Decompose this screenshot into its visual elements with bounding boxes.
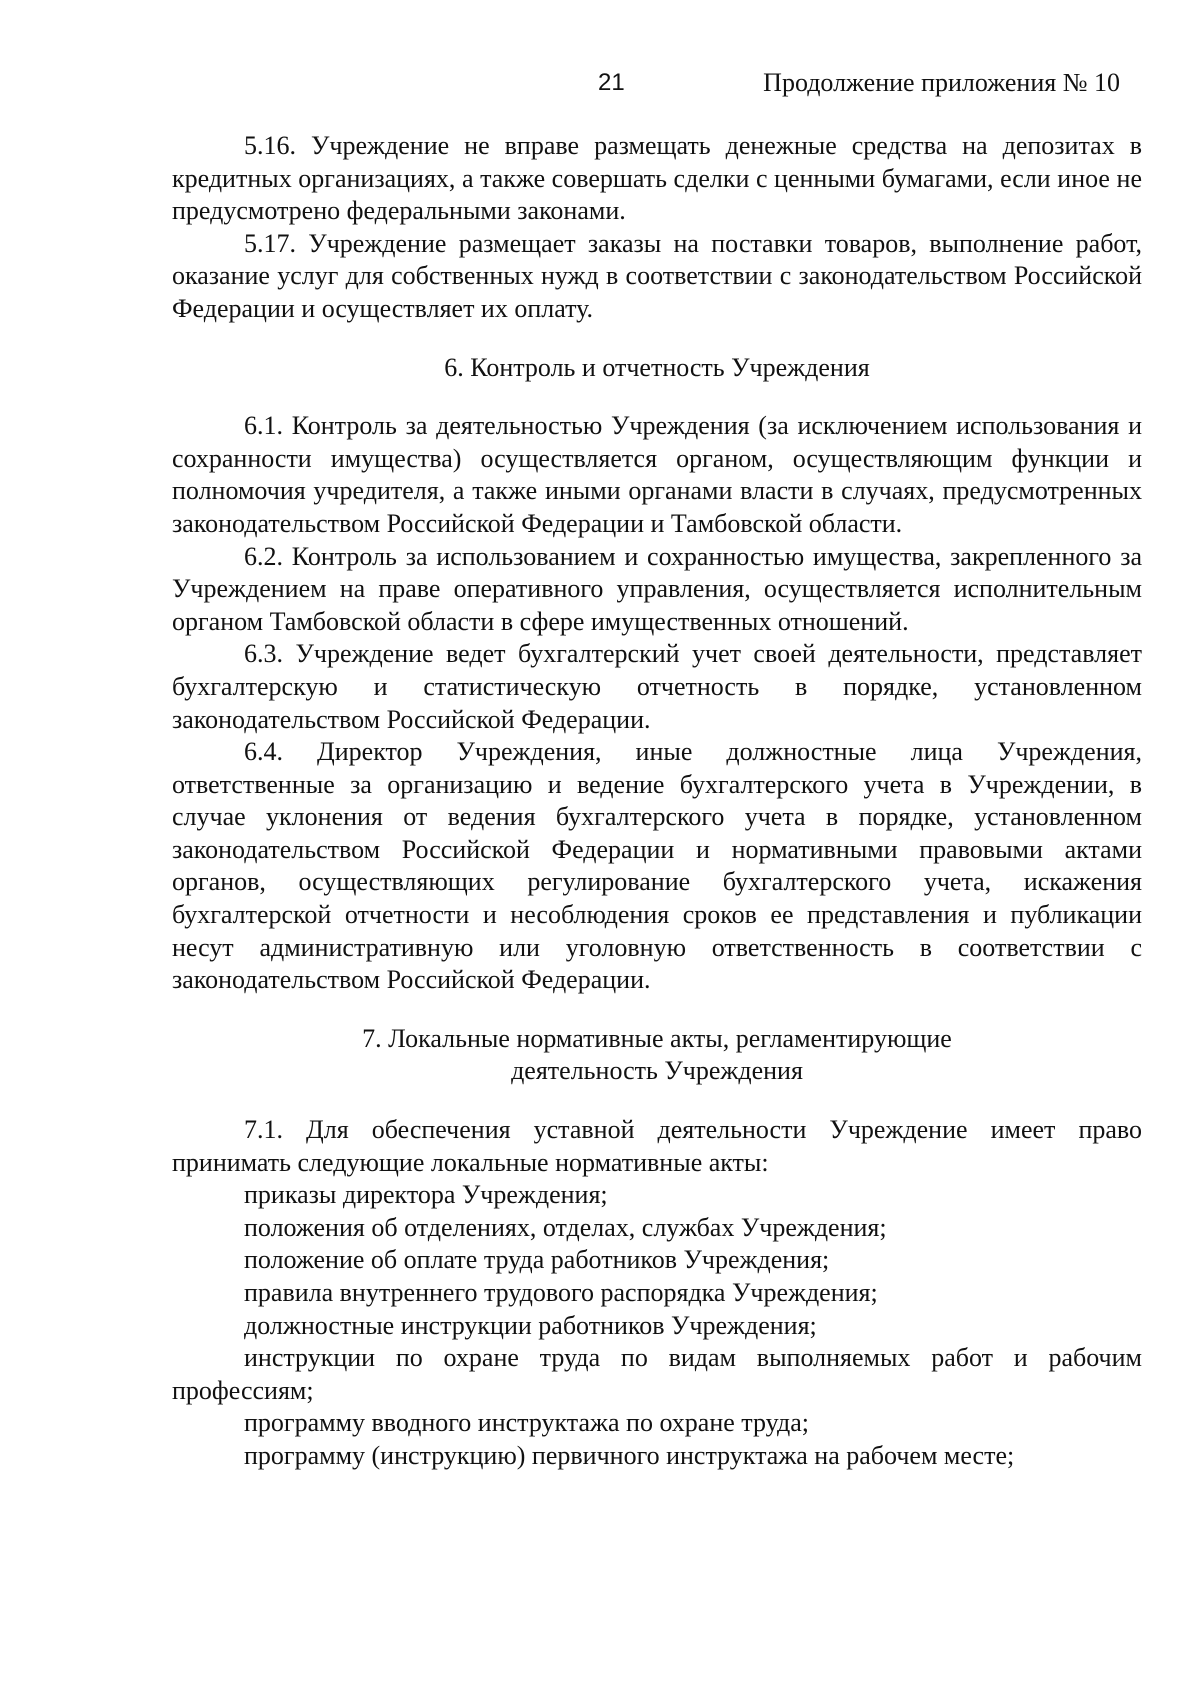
list-item: инструкции по охране труда по видам выполняемых работ и рабочим профессиям; [172, 1343, 1142, 1405]
paragraph-6-2: 6.2. Контроль за использованием и сохранностью имущества, закрепленного за Учреждением на праве оперативного управления, осуществляется исполнительным органом Тамбовской области в сфере имущественных отношений. [172, 541, 1142, 636]
list-item: приказы директора Учреждения; [244, 1180, 608, 1210]
spacer [172, 997, 1142, 1023]
page-number: 21 [598, 69, 625, 96]
list-item: должностные инструкции работников Учреждения; [244, 1310, 817, 1340]
document-body [172, 130, 1142, 1473]
paragraph-6-4: 6.4. Директор Учреждения, иные должностные лица Учреждения, ответственные за организацию и ведение бухгалтерского учета в Учреждении, в случае уклонения от ведения бухгалтерского учета в порядке, установленном законодательством Российской Федерации и нормативными правовыми актами органов, осуществляющих регулирование бухгалтерского учета, искажения бухгалтерской отчетности и несоблюдения сроков ее представления и публикации несут административную или уголовную ответственность в соответствии с законодательством Российской Федерации. [172, 737, 1142, 995]
spacer [172, 1088, 1142, 1114]
section-7-heading [172, 1023, 1142, 1088]
spacer [172, 326, 1142, 352]
paragraph-5-16: 5.16. Учреждение не вправе размещать денежные средства на депозитах в кредитных организациях, а также совершать сделки с ценными бумагами, если иное не предусмотрено федеральными законами. [172, 131, 1142, 226]
paragraph-6-1: 6.1. Контроль за деятельностью Учреждения (за исключением использования и сохранности имущества) осуществляется органом, осуществляющим функции и полномочия учредителя, а также иными органами власти в случаях, предусмотренных законодательством Российской Федерации и Тамбовской области. [172, 411, 1142, 538]
list-item: положения об отделениях, отделах, службах Учреждения; [244, 1212, 887, 1242]
section-6-heading: 6. Контроль и отчетность Учреждения [444, 352, 870, 382]
list-item: программу (инструкцию) первичного инструктажа на рабочем месте; [244, 1440, 1015, 1470]
spacer [172, 384, 1142, 410]
paragraph-6-3: 6.3. Учреждение ведет бухгалтерский учет своей деятельности, представляет бухгалтерскую и статистическую отчетность в порядке, установленном законодательством Российской Федерации. [172, 639, 1142, 734]
section-7-heading-line-2: деятельность Учреждения [511, 1056, 803, 1086]
list-item: программу вводного инструктажа по охране труда; [244, 1408, 809, 1438]
paragraph-5-17: 5.17. Учреждение размещает заказы на поставки товаров, выполнение работ, оказание услуг для собственных нужд в соответствии с законодательством Российской Федерации и осуществляет их оплату. [172, 228, 1142, 323]
appendix-label: Продолжение приложения № 10 [763, 68, 1120, 97]
list-item: правила внутреннего трудового распорядка Учреждения; [244, 1278, 878, 1307]
list-item: положение об оплате труда работников Учреждения; [244, 1245, 830, 1275]
page-header [0, 66, 1200, 102]
section-7-heading-line-1: 7. Локальные нормативные акты, регламентирующие [362, 1023, 952, 1053]
paragraph-7-1: 7.1. Для обеспечения уставной деятельности Учреждение имеет право принимать следующие локальные нормативные акты: [172, 1115, 1142, 1177]
